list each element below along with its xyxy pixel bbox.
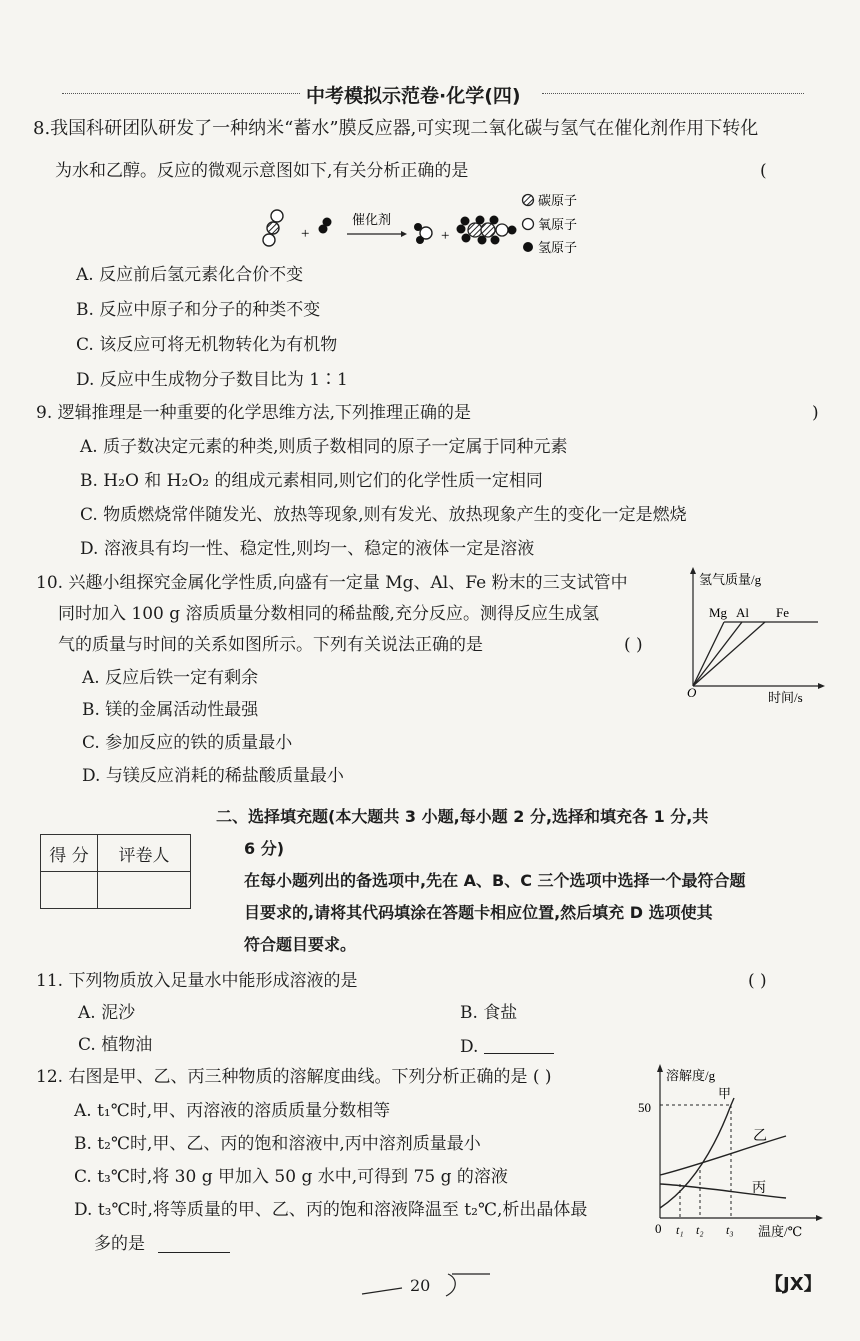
q10-origin: O (687, 685, 697, 700)
q9-option-b: B. H₂O 和 H₂O₂ 的组成元素相同,则它们的化学性质一定相同 (80, 471, 543, 491)
co2-molecule (263, 210, 283, 246)
q11-option-d: D. (460, 1037, 479, 1057)
q11-answer-paren: ( ) (748, 971, 767, 991)
label-bing: 丙 (752, 1181, 766, 1196)
header-rule-right (542, 93, 804, 94)
q10-ylabel: 氢气质量/g (699, 572, 762, 587)
label-jia: 甲 (718, 1086, 732, 1101)
hydrogen-atom-icon (523, 242, 533, 252)
oxygen-atom-icon (523, 219, 534, 230)
al-line (693, 622, 742, 686)
plus-sign-1: + (301, 226, 310, 242)
page-title: 中考模拟示范卷·化学(四) (306, 85, 521, 107)
q8-option-b: B. 反应中原子和分子的种类不变 (76, 300, 321, 320)
q8-option-d: D. 反应中生成物分子数目比为 1∶1 (76, 370, 348, 390)
q10-stem-line1: 10. 兴趣小组探究金属化学性质,向盛有一定量 Mg、Al、Fe 粉末的三支试管中 (36, 573, 628, 593)
q10-stem-line2: 同时加入 100 g 溶质质量分数相同的稀盐酸,充分反应。测得反应生成氢 (58, 604, 599, 624)
q11-stem: 11. 下列物质放入足量水中能形成溶液的是 (36, 971, 358, 991)
q8-stem-line1: 8.我国科研团队研发了一种纳米“蓄水”膜反应器,可实现二氧化碳与氢气在催化剂作用下转化 (33, 118, 759, 139)
q10-option-d: D. 与镁反应消耗的稀盐酸质量最小 (82, 766, 344, 786)
edition-code: 【JX】 (765, 1274, 822, 1295)
curve-bing (660, 1184, 786, 1198)
q12-xtick-t2: t₂ (696, 1223, 704, 1237)
q8-stem-line2: 为水和乙醇。反应的微观示意图如下,有关分析正确的是 (55, 161, 469, 181)
grader-cell[interactable] (98, 872, 191, 909)
atom-legend (523, 193, 578, 255)
q10-option-a: A. 反应后铁一定有剩余 (82, 668, 259, 688)
q10-answer-paren: ( ) (624, 635, 643, 655)
q12-ylabel: 溶解度/g (666, 1068, 716, 1083)
q12-xtick-t1: t₁ (676, 1223, 684, 1237)
header-rule-left (62, 93, 300, 94)
mg-line (693, 622, 724, 686)
q10-xlabel: 时间/s (768, 690, 803, 705)
q10-hydrogen-graph (680, 566, 830, 711)
q9-answer-paren: ) (812, 403, 819, 423)
q9-option-a: A. 质子数决定元素的种类,则质子数相同的原子一定属于同种元素 (80, 437, 568, 457)
q12-solubility-graph (636, 1062, 826, 1242)
q12-option-c: C. t₃℃时,将 30 g 甲加入 50 g 水中,可得到 75 g 的溶液 (74, 1167, 508, 1187)
fe-line (693, 622, 765, 686)
q8-reaction-diagram (255, 188, 595, 260)
q11-option-a: A. 泥沙 (78, 1003, 136, 1023)
legend-oxygen: 氧原子 (538, 217, 578, 232)
q9-option-d: D. 溶液具有均一性、稳定性,则均一、稳定的液体一定是溶液 (80, 539, 535, 559)
grader-header: 评卷人 (98, 835, 191, 872)
q12-option-b: B. t₂℃时,甲、乙、丙的饱和溶液中,丙中溶剂质量最小 (74, 1134, 481, 1154)
page-number: 20 (410, 1276, 431, 1295)
score-box (40, 834, 191, 909)
score-cell[interactable] (41, 872, 98, 909)
ethanol-molecule (457, 216, 517, 245)
q9-option-c: C. 物质燃烧常伴随发光、放热等现象,则有发光、放热现象产生的变化一定是燃烧 (80, 505, 687, 525)
label-yi: 乙 (753, 1129, 767, 1144)
q10-stem-line3: 气的质量与时间的关系如图所示。下列有关说法正确的是 (58, 635, 483, 655)
q8-option-c: C. 该反应可将无机物转化为有机物 (76, 335, 338, 355)
q12-xtick-t3: t₃ (726, 1223, 734, 1237)
q11-answer-blank[interactable] (484, 1053, 554, 1054)
q12-option-a: A. t₁℃时,甲、丙溶液的溶质质量分数相等 (74, 1101, 391, 1121)
q9-stem: 9. 逻辑推理是一种重要的化学思维方法,下列推理正确的是 (36, 403, 472, 423)
label-fe: Fe (776, 605, 789, 620)
score-header: 得 分 (41, 835, 98, 872)
h2o-molecule (414, 223, 432, 244)
label-al: Al (736, 605, 749, 620)
section2-title-line1: 二、选择填充题(本大题共 3 小题,每小题 2 分,选择和填充各 1 分,共 (216, 807, 709, 826)
q8-option-a: A. 反应前后氢元素化合价不变 (76, 265, 304, 285)
q12-option-d-cont: 多的是 (94, 1234, 145, 1254)
label-mg: Mg (709, 605, 728, 620)
section2-title-line2: 6 分) (244, 839, 285, 858)
curve-jia (660, 1098, 734, 1208)
q12-answer-blank[interactable] (158, 1252, 230, 1253)
curve-yi (660, 1136, 786, 1175)
section2-instructions-line1: 在每小题列出的备选项中,先在 A、B、C 三个选项中选择一个最符合题 (244, 871, 746, 890)
catalyst-label: 催化剂 (352, 212, 392, 227)
section2-instructions-line3: 符合题目要求。 (244, 935, 357, 954)
q8-answer-paren: ( (760, 161, 767, 181)
q12-origin: 0 (655, 1221, 662, 1236)
h2-molecule (319, 218, 332, 234)
legend-hydrogen: 氢原子 (538, 240, 578, 255)
q12-ytick-50: 50 (638, 1100, 651, 1115)
q12-xlabel: 温度/℃ (758, 1224, 803, 1239)
carbon-atom-icon (523, 195, 534, 206)
q10-option-b: B. 镁的金属活动性最强 (82, 700, 259, 720)
q11-option-c: C. 植物油 (78, 1035, 153, 1055)
q12-option-d: D. t₃℃时,将等质量的甲、乙、丙的饱和溶液降温至 t₂℃,析出晶体最 (74, 1200, 588, 1220)
q12-stem: 12. 右图是甲、乙、丙三种物质的溶解度曲线。下列分析正确的是 ( ) (36, 1067, 552, 1087)
q10-option-c: C. 参加反应的铁的质量最小 (82, 733, 293, 753)
section2-instructions-line2: 目要求的,请将其代码填涂在答题卡相应位置,然后填充 D 选项使其 (244, 903, 713, 922)
q11-option-b: B. 食盐 (460, 1003, 518, 1023)
legend-carbon: 碳原子 (538, 193, 578, 208)
plus-sign-2: + (441, 228, 450, 244)
